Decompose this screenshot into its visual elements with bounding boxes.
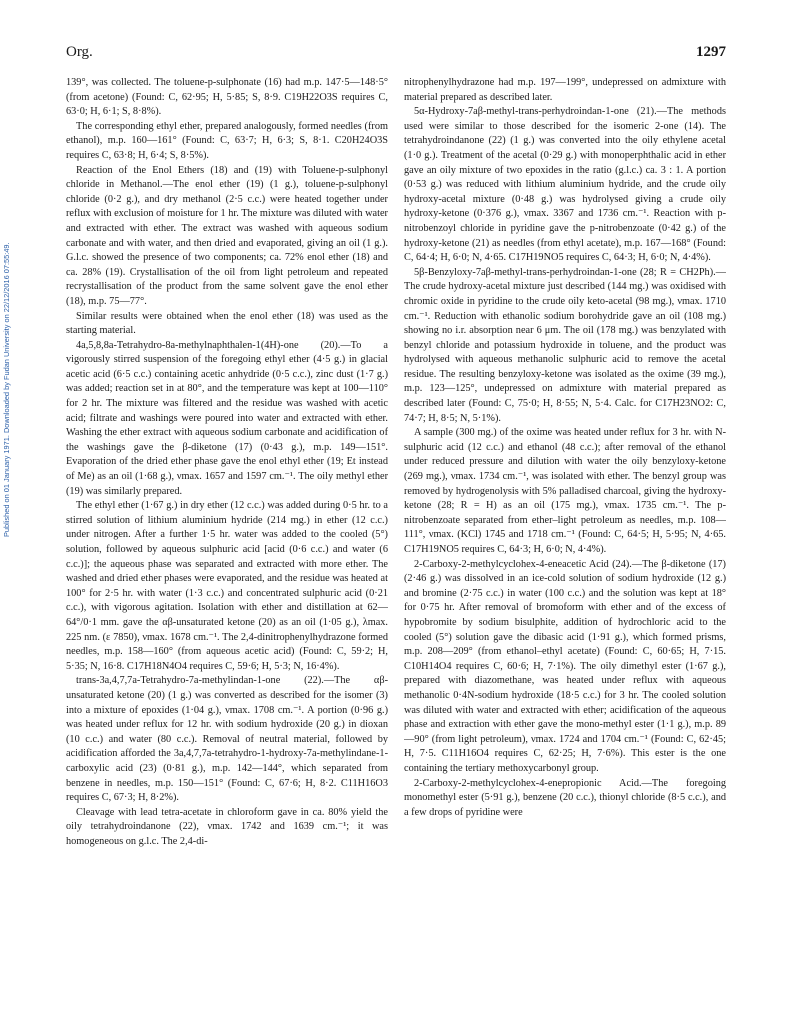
left-column (66, 76, 388, 1016)
paragraph: A sample (300 mg.) of the oxime was heated under reflux for 3 hr. with N-sulphuric acid (12 c.c.) and ethanol (48 c.c.); after removal of the ethanol under reduced pressure and dilution with water the oily benzyloxy-ketone (269 mg.), νmax. 1734 cm.⁻¹, was isolated with ether. The benzyl group was removed by hydrogenolysis with 5% palladised charcoal, giving the hydroxy-ketone (28; R = H) as an oil (175 mg.), νmax. 1735 cm.⁻¹. The p-nitrobenzoate separated from ether–light petroleum as needles, m.p. 108—111°, νmax. (KCl) 1745 and 1718 cm.⁻¹ (Found: C, 64·5; H, 5·95; N, 4·65. C17H19NO5 requires C, 64·3; H, 6·0; N, 4·4%). (404, 427, 726, 555)
paragraph: The ethyl ether (1·67 g.) in dry ether (12 c.c.) was added during 0·5 hr. to a stirred solution of lithium aluminium hydride (214 mg.) in ether (12 c.c.) under nitrogen. After a further 1·5 hr. water was added to the cooled (5°) solution, followed by aqueous sulphuric acid [acid (0·6 c.c.) and water (6 c.c.)]; the aqueous phase was separated and extracted with more ether. The washed and dried ether phases were evaporated, and the residue was heated at 100° for 2·5 hr. with water (1·3 c.c.) and concentrated sulphuric acid (0·21 c.c.), with vigorous agitation. Isolation with ether and distillation at 62—64°/0·1 mm. gave the αβ-unsaturated ketone (20) as an oil (1·05 g.), λmax. 225 nm. (ε 7850), νmax. 1678 cm.⁻¹. The 2,4-dinitrophenylhydrazone formed needles, m.p. 158—160° (from aqueous acetic acid) (Found: C, 59·2; H, 5·35; N, 16·8. C17H18N4O4 requires C, 59·6; H, 5·3; N, 16·4%). (66, 500, 388, 672)
right-column (404, 76, 726, 1016)
paragraph: trans-3a,4,7,7a-Tetrahydro-7a-methylindan-1-one (22).—The αβ-unsaturated ketone (20) (1 g.) was converted as described for the isomer (3) into a mixture of epoxides (1·04 g.), νmax. 1708 cm.⁻¹. A portion (0·96 g.) was heated under reflux for 12 hr. with sodium hydroxide (20 g.) in dioxan (10 c.c.) and water (80 c.c.). Removal of neutral material, followed by acidification afforded the 3a,4,7,7a-tetrahydro-1-hydroxy-7a-methylindane-1-carboxylic acid (23) (0·81 g.), m.p. 142—144°, which separated from benzene in needles, m.p. 150—151° (Found: C, 67·6; H, 8·2. C11H16O3 requires C, 67·3; H, 8·2%). (66, 675, 388, 804)
paragraph: 2-Carboxy-2-methylcyclohex-4-enepropionic Acid.—The foregoing monomethyl ester (5·91 g.), benzene (20 c.c.), thionyl chloride (8·5 c.c.), and a few drops of pyridine were (404, 777, 726, 818)
paragraph: nitrophenylhydrazone had m.p. 197—199°, undepressed on admixture with material prepared as described later. (404, 77, 726, 103)
paragraph: 139°, was collected. The toluene-p-sulphonate (16) had m.p. 147·5—148·5° (from acetone) (Found: C, 62·95; H, 5·85; S, 8·9. C19H22O3S requires C, 63·0; H, 6·1; S, 8·8%). (66, 77, 388, 118)
paragraph: Cleavage with lead tetra-acetate in chloroform gave in ca. 80% yield the oily tetrahydroindanone (22), νmax. 1742 and 1639 cm.⁻¹; it was homogeneous on g.l.c. The 2,4-di- (66, 806, 388, 847)
page-number: 1297 (696, 44, 726, 60)
paragraph: 2-Carboxy-2-methylcyclohex-4-eneacetic Acid (24).—The β-diketone (17) (2·46 g.) was dissolved in an ice-cold solution of sodium hydroxide (12 g.) and bromine (2·75 c.c.) in water (100 c.c.) and the solution was kept at 18° for 0·75 hr. After removal of bromoform with ether and of the excess of hypobromite by sodium bisulphite, addition of hydrochloric acid to the cooled (5°) solution gave the dibasic acid (1·91 g.), which formed prisms, m.p. 208—209° (from ethanol–ethyl acetate) (Found: C, 60·65; H, 7·15. C10H14O4 requires C, 60·6; H, 7·1%). The oily dimethyl ester (1·67 g.), prepared with diazomethane, was heated under reflux with aqueous methanolic 0·4N-sodium hydroxide (18·5 c.c.) for 3 hr. The cooled solution was diluted with water and extracted with ether; acidification of the aqueous phase and extraction with ether gave the mono-methyl ester (1·1 g.), m.p. 89—90° (from light petroleum), νmax. 1724 and 1704 cm.⁻¹ (Found: C, 62·45; H, 7·5. C11H16O4 requires C, 62·25; H, 7·6%). This ester is the one containing the tertiary methoxycarbonyl group. (404, 558, 726, 774)
paragraph: 5β-Benzyloxy-7aβ-methyl-trans-perhydroindan-1-one (28; R = CH2Ph).—The crude hydroxy-acetal mixture just described (144 mg.) was oxidised with chromic oxide in pyridine to the crude oily keto-acetal (98 mg.), νmax. 1710 cm.⁻¹. Reduction with ethanolic sodium borohydride gave an oil (108 mg.) showing no i.r. absorption near 6 μm. The oil (178 mg.) was benzylated with benzyl chloride and potassium hydroxide in toluene, and the product was hydrolysed with aqueous methanolic sulphuric acid to remove the acetal residue. The resulting benzyloxy-ketone was isolated as the oxime (39 mg.), m.p. 123—125°, undepressed on admixture with material prepared as described later (Found: C, 75·0; H, 8·55; N, 5·4. Calc. for C17H23NO2: C, 74·7; H, 8·5; N, 5·1%). (404, 266, 726, 424)
paragraph: The corresponding ethyl ether, prepared analogously, formed needles (from ethanol), m.p. 160—161° (Found: C, 63·7; H, 6·3; S, 8·1. C20H24O3S requires C, 63·8; H, 6·4; S, 8·5%). (66, 120, 388, 161)
paragraph: Reaction of the Enol Ethers (18) and (19) with Toluene-p-sulphonyl chloride in Methanol.—The enol ether (19) (1 g.), toluene-p-sulphonyl chloride (0·2 g.), and dry methanol (2·5 c.c.) were heated together under reflux with exclusion of moisture for 1 hr. The mixture was diluted with water and extracted with ether. The extract was washed with aqueous sodium carbonate and with water, and then dried and evaporated, giving an oil (1 g.). G.l.c. showed the presence of two components; ca. 72% enol ether (18) and ca. 28% (19). Crystallisation of the oil from light petroleum and repeated recrystallisation of the product from the same solvent gave the enol ether (18), m.p. 75—77°. (66, 164, 388, 307)
journal-section-header: Org. (66, 44, 93, 60)
paragraph: 5α-Hydroxy-7aβ-methyl-trans-perhydroindan-1-one (21).—The methods used were similar to those described for the isomeric 2-one (14). The tetrahydroindanone (22) (1 g.) was converted into the oily ethylene acetal (1·0 g.). Treatment of the acetal (0·29 g.) with monoperphthalic acid in ether gave an oily mixture of two epoxides in the ratio (g.l.c.) ca. 3 : 1. A portion (0·53 g.) was reduced with lithium aluminium hydride, and the crude oily hydroxy-acetal mixture (0·48 g.) was hydrolysed giving a crude oily hydroxy-ketone (0·376 g.), νmax. 3367 and 1736 cm.⁻¹. Reaction with p-nitrobenzoyl chloride in pyridine gave the p-nitrobenzoate (0·42 g.) of the hydroxy-ketone (21) as needles (from ethyl acetate), m.p. 167—168° (Found: C, 64·4; H, 6·0; N, 4·65. C17H19NO5 requires C, 64·3; H, 6·0; N, 4·4%). (404, 106, 726, 264)
paragraph: 4a,5,8,8a-Tetrahydro-8a-methylnaphthalen-1(4H)-one (20).—To a vigorously stirred suspension of the foregoing ethyl ether (4·5 g.) in glacial acetic acid (6·5 c.c.) containing acetic anhydride (0·5 c.c.), zinc dust (1·7 g.) was added; reaction set in at 80°, and the temperature was kept at 100—110° for 2 hr. The mixture was filtered and the residue was washed with acetic acid; filtrate and washings were poured into water and extracted with ether. Washing the ether extract with aqueous sodium carbonate and acidification of the washings gave the β-diketone (17) (0·43 g.), m.p. 149—151°. Evaporation of the dried ether phase gave the enol ethyl ether (19; Et instead of Me) as an oil (1·68 g.), νmax. 1657 and 1597 cm.⁻¹. The oily methyl ether (19) was similarly prepared. (66, 339, 388, 497)
download-watermark: Published on 01 January 1971. Downloaded by Fudan University on 22/12/2016 07:55:49. (2, 242, 11, 538)
paragraph: Similar results were obtained when the enol ether (18) was used as the starting material. (66, 310, 388, 337)
